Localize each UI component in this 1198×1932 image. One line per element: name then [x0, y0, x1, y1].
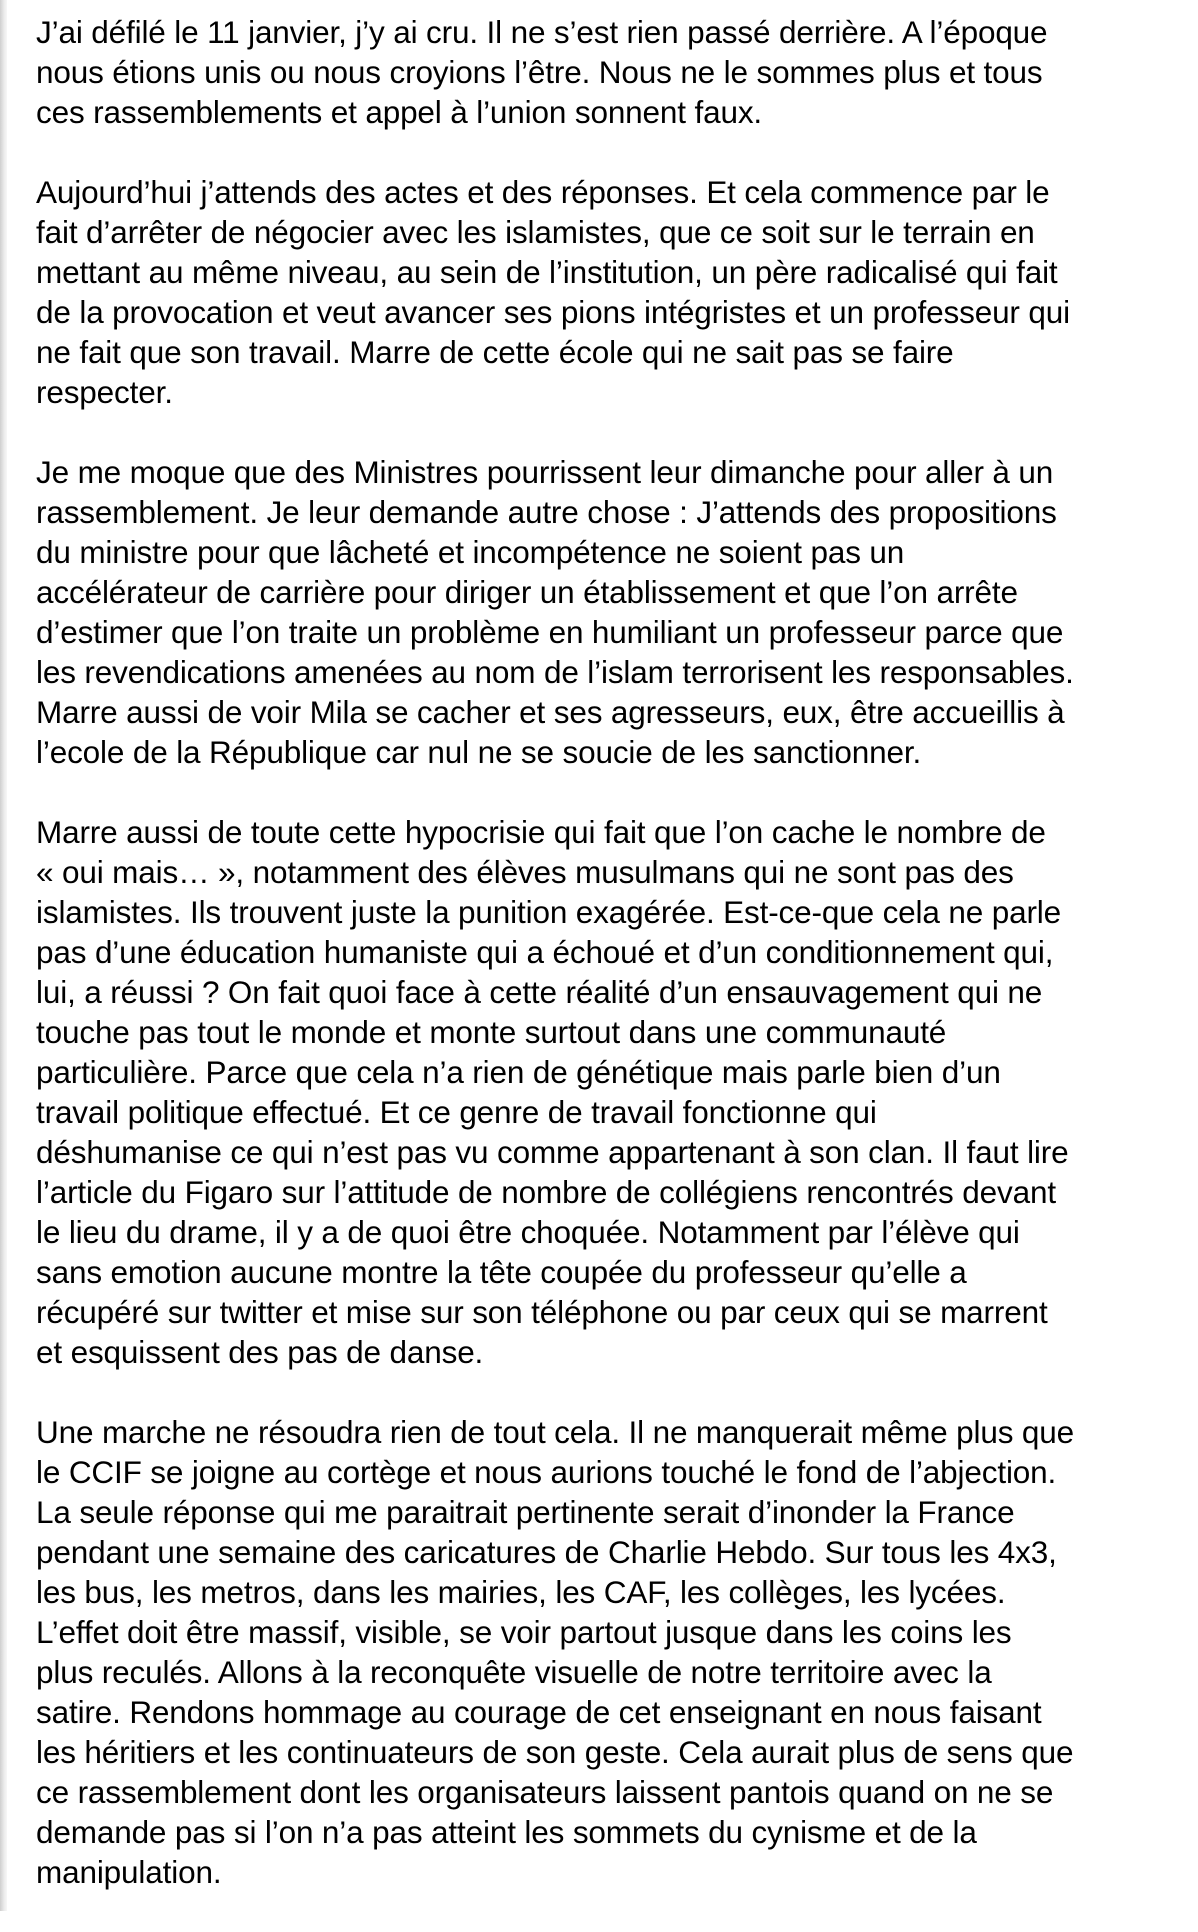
left-edge-rule [0, 0, 7, 1911]
text-line: ne fait que son travail. Marre de cette école qui ne sait pas se faire [36, 334, 954, 370]
paragraph [36, 12, 1186, 132]
text-line: L’effet doit être massif, visible, se voir partout jusque dans les coins les [36, 1614, 1012, 1650]
text-line: l’ecole de la République car nul ne se soucie de les sanctionner. [36, 734, 922, 770]
text-line: récupéré sur twitter et mise sur son téléphone ou par ceux qui se marrent [36, 1294, 1048, 1330]
text-line: particulière. Parce que cela n’a rien de génétique mais parle bien d’un [36, 1054, 1001, 1090]
text-line: J’ai défilé le 11 janvier, j’y ai cru. Il ne s’est rien passé derrière. A l’époque [36, 14, 1048, 50]
text-line: islamistes. Ils trouvent juste la punition exagérée. Est-ce-que cela ne parle [36, 894, 1061, 930]
text-line: de la provocation et veut avancer ses pions intégristes et un professeur qui [36, 294, 1070, 330]
text-line: le CCIF se joigne au cortège et nous aurions touché le fond de l’abjection. [36, 1454, 1057, 1490]
text-line: respecter. [36, 374, 173, 410]
text-line: Marre aussi de toute cette hypocrisie qui fait que l’on cache le nombre de [36, 814, 1046, 850]
text-line: sans emotion aucune montre la tête coupée du professeur qu’elle a [36, 1254, 967, 1290]
paragraph [36, 1412, 1186, 1892]
text-line: nous étions unis ou nous croyions l’être. Nous ne le sommes plus et tous [36, 54, 1043, 90]
text-line: Une marche ne résoudra rien de tout cela. Il ne manquerait même plus que [36, 1414, 1075, 1450]
document-text-body [36, 12, 1186, 1932]
text-line: pendant une semaine des caricatures de Charlie Hebdo. Sur tous les 4x3, [36, 1534, 1057, 1570]
text-line: les bus, les metros, dans les mairies, les CAF, les collèges, les lycées. [36, 1574, 1006, 1610]
text-line: d’estimer que l’on traite un problème en humiliant un professeur parce que [36, 614, 1064, 650]
text-line: plus reculés. Allons à la reconquête visuelle de notre territoire avec la [36, 1654, 992, 1690]
paragraph [36, 172, 1186, 412]
text-line: Aujourd’hui j’attends des actes et des réponses. Et cela commence par le [36, 174, 1050, 210]
text-line: pas d’une éducation humaniste qui a échoué et d’un conditionnement qui, [36, 934, 1054, 970]
text-line: et esquissent des pas de danse. [36, 1334, 484, 1370]
text-line: ce rassemblement dont les organisateurs laissent pantois quand on ne se [36, 1774, 1054, 1810]
text-line: rassemblement. Je leur demande autre chose : J’attends des propositions [36, 494, 1057, 530]
text-line: mettant au même niveau, au sein de l’institution, un père radicalisé qui fait [36, 254, 1058, 290]
text-line: La seule réponse qui me paraitrait pertinente serait d’inonder la France [36, 1494, 1015, 1530]
text-line: touche pas tout le monde et monte surtout dans une communauté [36, 1014, 947, 1050]
text-line: du ministre pour que lâcheté et incompétence ne soient pas un [36, 534, 905, 570]
text-line: les revendications amenées au nom de l’islam terrorisent les responsables. [36, 654, 1074, 690]
text-line: déshumanise ce qui n’est pas vu comme appartenant à son clan. Il faut lire [36, 1134, 1069, 1170]
text-line: le lieu du drame, il y a de quoi être choquée. Notamment par l’élève qui [36, 1214, 1020, 1250]
text-line: lui, a réussi ? On fait quoi face à cette réalité d’un ensauvagement qui ne [36, 974, 1043, 1010]
text-line: les héritiers et les continuateurs de son geste. Cela aurait plus de sens que [36, 1734, 1074, 1770]
text-line: ces rassemblements et appel à l’union sonnent faux. [36, 94, 763, 130]
text-line: demande pas si l’on n’a pas atteint les sommets du cynisme et de la [36, 1814, 977, 1850]
text-line: Je me moque que des Ministres pourrissent leur dimanche pour aller à un [36, 454, 1054, 490]
text-line: l’article du Figaro sur l’attitude de nombre de collégiens rencontrés devant [36, 1174, 1056, 1210]
text-line: accélérateur de carrière pour diriger un établissement et que l’on arrête [36, 574, 1018, 610]
text-line: « oui mais… », notamment des élèves musulmans qui ne sont pas des [36, 854, 1014, 890]
text-line: satire. Rendons hommage au courage de cet enseignant en nous faisant [36, 1694, 1042, 1730]
text-line: fait d’arrêter de négocier avec les islamistes, que ce soit sur le terrain en [36, 214, 1035, 250]
text-line: manipulation. [36, 1854, 222, 1890]
paragraph [36, 452, 1186, 772]
text-line: travail politique effectué. Et ce genre de travail fonctionne qui [36, 1094, 877, 1130]
text-line: Marre aussi de voir Mila se cacher et ses agresseurs, eux, être accueillis à [36, 694, 1065, 730]
paragraph [36, 812, 1186, 1372]
